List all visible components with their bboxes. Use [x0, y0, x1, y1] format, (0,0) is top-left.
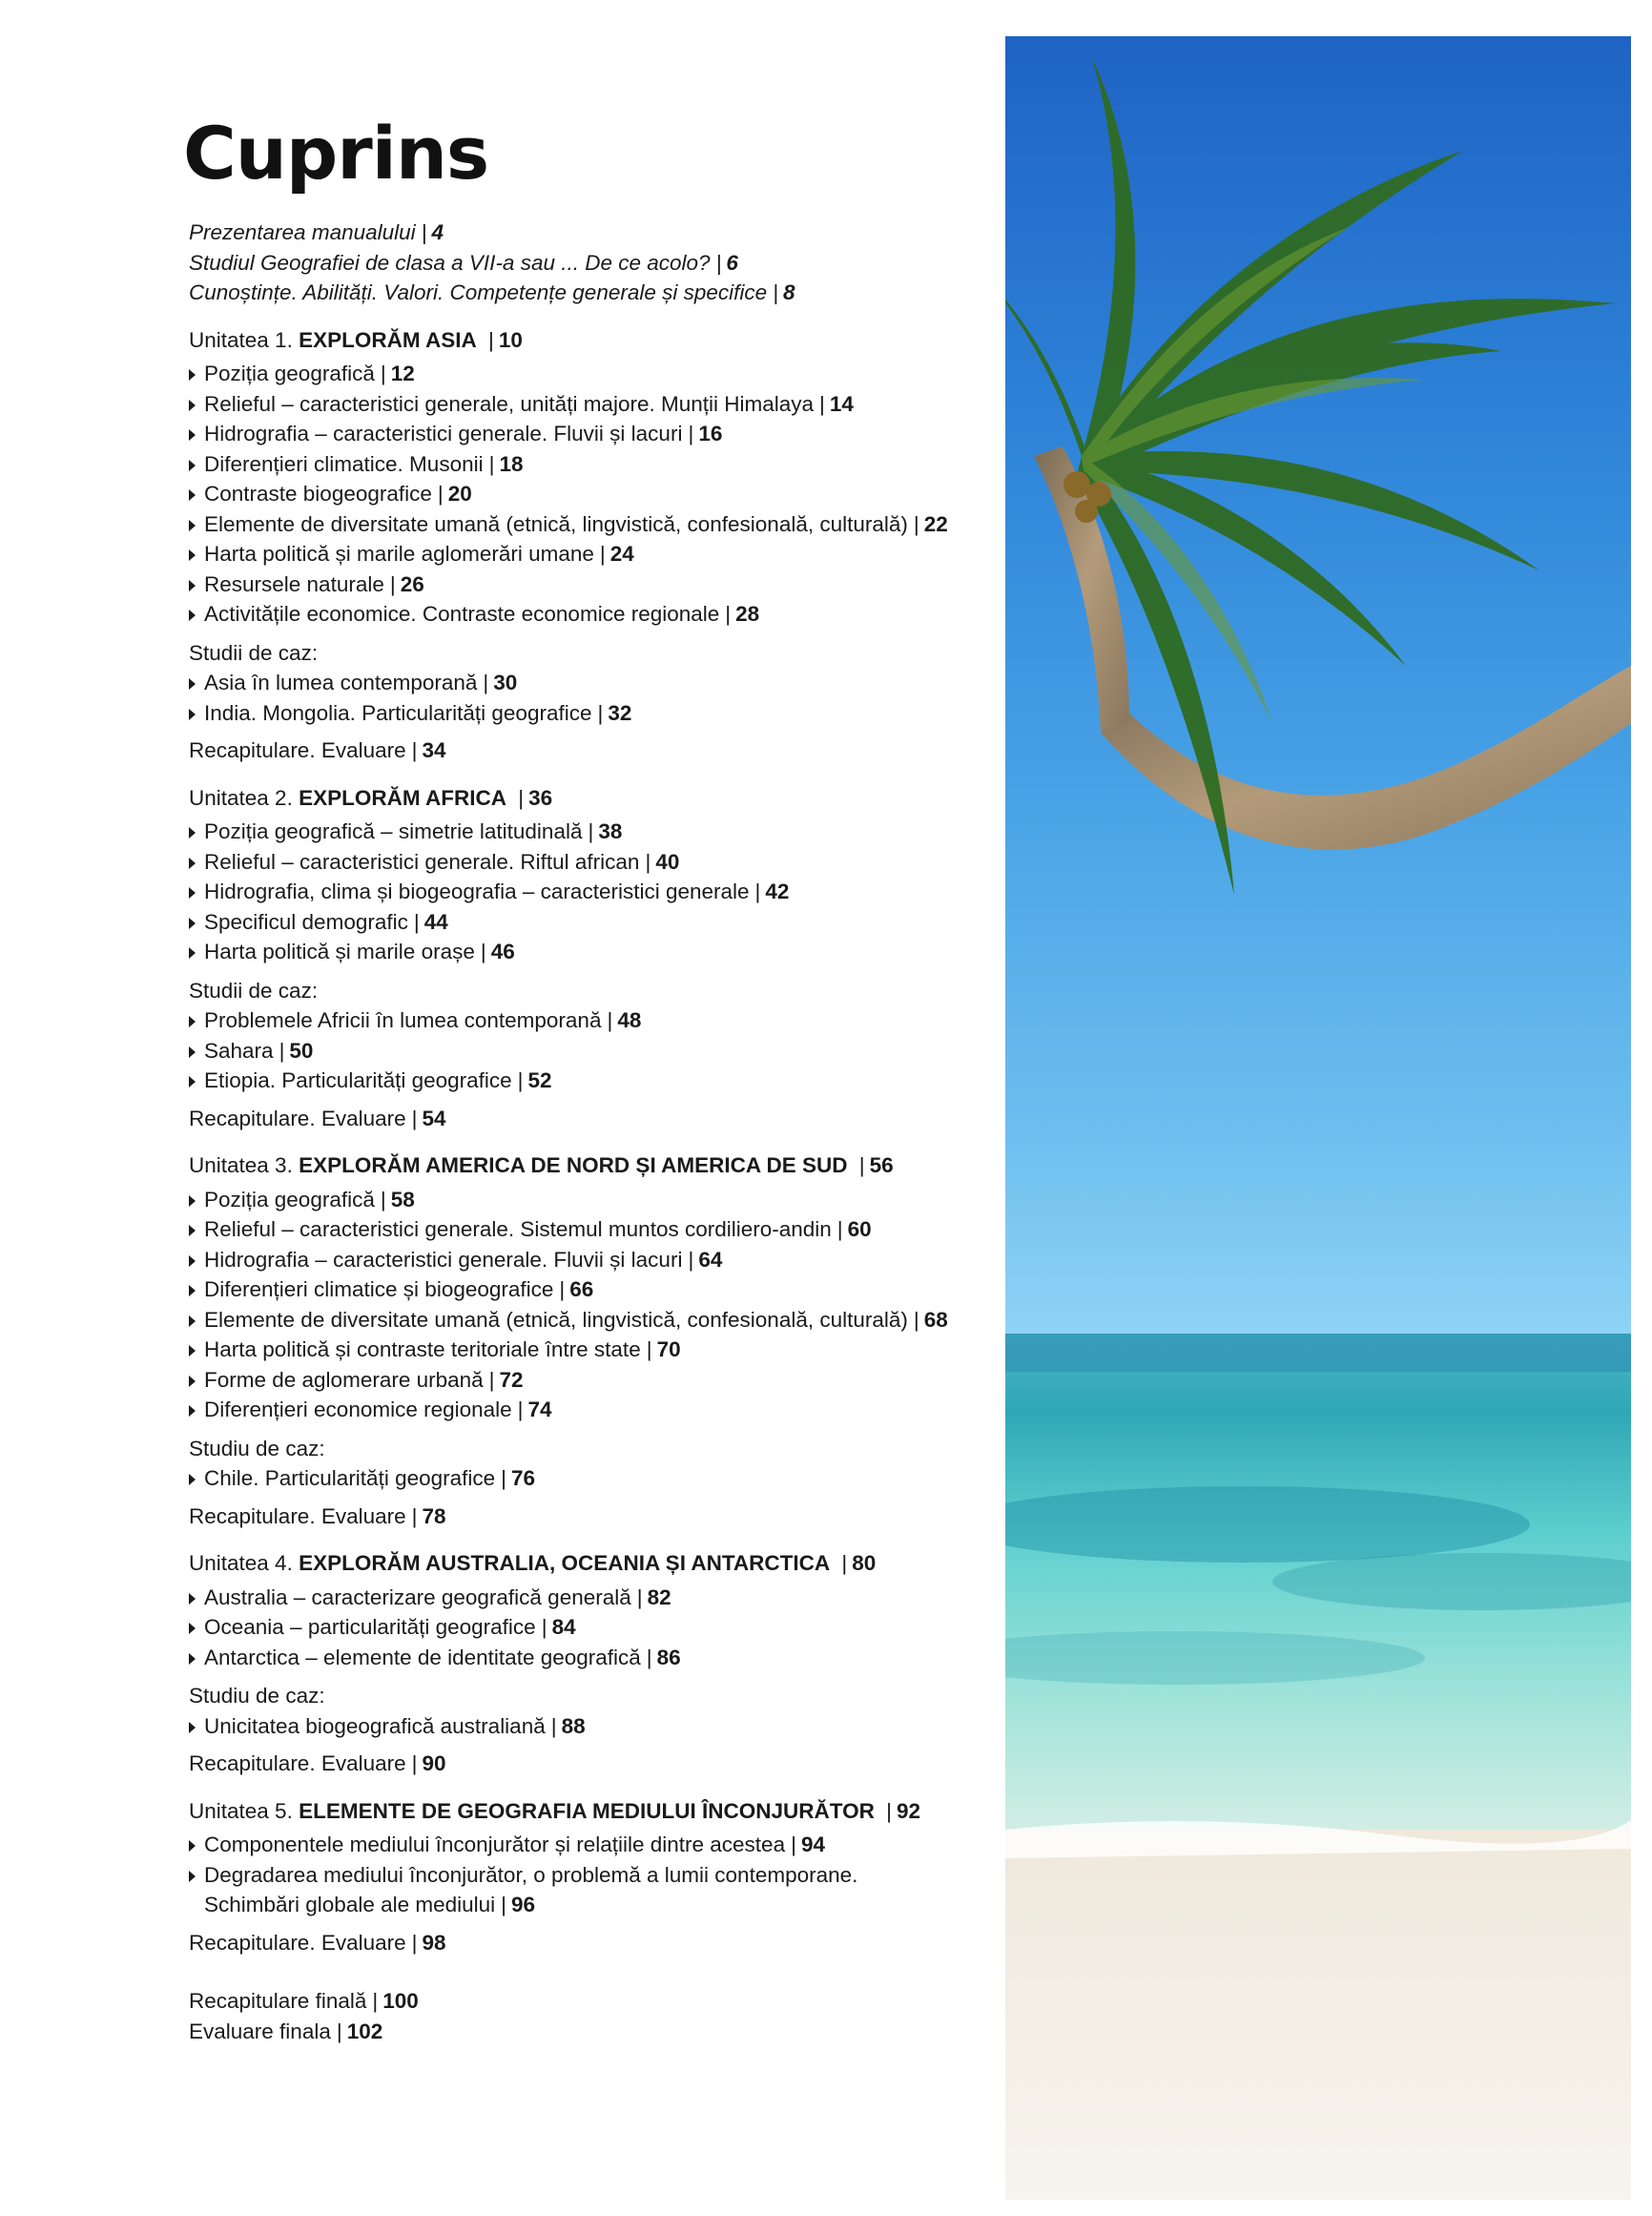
page-separator: | [488, 451, 495, 476]
page-number: 22 [923, 511, 948, 536]
entry-text: Asia în lumea contemporană [204, 671, 478, 694]
page-separator: | [411, 1930, 418, 1955]
page-separator: | [480, 940, 486, 963]
page-number: 92 [896, 1798, 921, 1823]
page-separator: | [421, 220, 427, 244]
arrow-bullet-icon [189, 1285, 196, 1296]
page-number: 28 [735, 602, 760, 626]
arrow-bullet-icon [189, 1840, 196, 1852]
toc-line[interactable] [189, 248, 990, 279]
page-number: 24 [609, 542, 634, 566]
arrow-bullet-icon [189, 1195, 196, 1207]
page-separator: | [646, 1337, 652, 1361]
arrow-bullet-icon [189, 1315, 196, 1327]
toc-entry-continued[interactable] [189, 1890, 990, 1920]
arrow-bullet-icon [189, 1225, 196, 1236]
unit-prefix: Unitatea 2. [189, 785, 293, 810]
page-separator: | [483, 671, 489, 694]
toc-entry[interactable] [189, 1066, 990, 1096]
page-separator: | [501, 1466, 507, 1490]
page-separator: | [380, 1187, 386, 1212]
page-number: 8 [783, 280, 795, 304]
toc-entry[interactable] [189, 817, 990, 847]
unit-section [189, 1796, 990, 1958]
toc-line[interactable] [189, 1501, 990, 1532]
arrow-bullet-icon [189, 1076, 196, 1087]
unit-heading[interactable] [189, 1548, 990, 1579]
page-number: 12 [390, 362, 415, 385]
page-separator: | [279, 1038, 285, 1063]
unit-prefix: Unitatea 1. [189, 327, 293, 352]
page-separator: | [607, 1008, 613, 1032]
page-separator: | [482, 327, 494, 352]
page-number: 96 [511, 1893, 536, 1916]
unit-section [189, 1548, 990, 1779]
page-separator: | [411, 1503, 418, 1528]
arrow-bullet-icon [189, 1871, 196, 1882]
entry-text: Etiopia. Particularități geografice [204, 1068, 512, 1092]
unit-prefix: Unitatea 4. [189, 1551, 293, 1575]
page-number: 86 [656, 1645, 681, 1669]
entry-text: Australia – caracterizare geografică generală [204, 1584, 631, 1609]
entry-text: Antarctica – elemente de identitate geografică [204, 1645, 641, 1669]
entry-text: Studiul Geografiei de clasa a VII-a sau ... De ce acolo? [189, 250, 711, 275]
entry-text: Poziția geografică [204, 1187, 375, 1212]
page-number: 4 [431, 220, 444, 244]
page-separator: | [836, 1551, 848, 1575]
unit-heading[interactable] [189, 325, 990, 356]
page-separator: | [645, 849, 651, 874]
page-number: 66 [569, 1277, 594, 1301]
entry-text: Componentele mediului înconjurător și relațiile dintre acestea [204, 1833, 786, 1856]
page-separator: | [559, 1277, 566, 1301]
page-number: 26 [400, 571, 424, 596]
page-separator: | [597, 700, 604, 725]
toc-entry[interactable] [189, 1711, 990, 1742]
unit-section [189, 325, 990, 766]
page-number: 76 [511, 1466, 536, 1490]
page-separator: | [688, 422, 694, 445]
entry-text: Resursele naturale [204, 571, 384, 596]
page-number: 90 [422, 1751, 446, 1775]
entry-text: Elemente de diversitate umană (etnică, lingvistică, confesională, culturală) [204, 511, 908, 536]
toc-line[interactable] [189, 278, 990, 308]
units-list [189, 325, 990, 1958]
toc-entry[interactable] [189, 877, 990, 907]
page-separator: | [336, 2019, 342, 2043]
arrow-bullet-icon [189, 1474, 196, 1485]
unit-prefix: Unitatea 3. [189, 1153, 293, 1177]
arrow-bullet-icon [189, 1405, 196, 1417]
intro-list [189, 217, 990, 308]
toc-entry[interactable] [189, 1612, 990, 1643]
arrow-bullet-icon [189, 460, 196, 471]
unit-section [189, 1150, 990, 1531]
page-number: 46 [490, 940, 515, 963]
toc-entry[interactable] [189, 1583, 990, 1613]
page-number: 56 [869, 1153, 894, 1177]
entry-text: Activitățile economice. Contraste economice regionale [204, 602, 720, 626]
toc-entry[interactable] [189, 1245, 990, 1275]
page-separator: | [512, 785, 525, 810]
page-separator: | [517, 1068, 524, 1092]
arrow-bullet-icon [189, 678, 196, 690]
unit-title: EXPLORĂM AMERICA DE NORD ȘI AMERICA DE SUD [299, 1153, 848, 1177]
page-separator: | [389, 571, 396, 596]
page-number: 60 [847, 1217, 872, 1241]
entry-text: Harta politică și marile orașe [204, 940, 475, 963]
entry-text: Forme de aglomerare urbană [204, 1367, 484, 1392]
page-number: 34 [422, 738, 446, 762]
page-number: 6 [726, 250, 738, 275]
arrow-bullet-icon [189, 1345, 196, 1357]
toc-line[interactable] [189, 217, 990, 248]
entry-text: India. Mongolia. Particularități geografice [204, 700, 592, 725]
entry-text: Poziția geografică – simetrie latitudinală [204, 819, 583, 843]
page-separator: | [380, 362, 386, 385]
entry-text: Specificul demografic [204, 909, 408, 934]
arrow-bullet-icon [189, 1623, 196, 1634]
arrow-bullet-icon [189, 1653, 196, 1665]
entry-text: Recapitulare. Evaluare [189, 1751, 406, 1775]
toc-line[interactable] [189, 735, 990, 766]
page-number: 48 [617, 1008, 642, 1032]
page-number: 84 [551, 1615, 576, 1639]
page-title: Cuprins [183, 111, 489, 196]
page-separator: | [437, 482, 444, 506]
page-number: 78 [422, 1503, 446, 1528]
page-number: 32 [608, 700, 632, 725]
final-list [189, 1986, 990, 2046]
toc-entry[interactable] [189, 1830, 990, 1860]
toc-line[interactable] [189, 1928, 990, 1958]
entry-text: Relieful – caracteristici generale. Sistemul muntos cordiliero-andin [204, 1217, 832, 1241]
page-number: 74 [527, 1398, 552, 1421]
entry-text: Recapitulare. Evaluare [189, 1503, 406, 1528]
toc-entry[interactable] [189, 1463, 990, 1494]
entry-text: Sahara [204, 1038, 274, 1063]
arrow-bullet-icon [189, 1376, 196, 1387]
page-number: 38 [598, 819, 623, 843]
entry-text: Relieful – caracteristici generale. Riftul african [204, 849, 640, 874]
entry-text: Diferențieri economice regionale [204, 1398, 512, 1421]
unit-heading[interactable] [189, 783, 990, 814]
entry-text: Diferențieri climatice și biogeografice [204, 1277, 554, 1301]
page-number: 42 [765, 880, 790, 903]
toc-entry[interactable] [189, 479, 990, 509]
page-separator: | [773, 280, 779, 304]
entry-text: Recapitulare. Evaluare [189, 1930, 406, 1955]
unit-prefix: Unitatea 5. [189, 1798, 293, 1823]
entry-text: Relieful – caracteristici generale, unități majore. Munții Himalaya [204, 391, 815, 416]
page-number: 68 [923, 1307, 948, 1332]
page-separator: | [646, 1645, 652, 1669]
page-separator: | [517, 1398, 524, 1421]
page-number: 14 [829, 391, 854, 416]
page-number: 102 [346, 2019, 383, 2043]
page-separator: | [754, 880, 761, 903]
page-number: 64 [698, 1247, 723, 1272]
unit-title: EXPLORĂM ASIA [299, 327, 477, 352]
entry-text: Recapitulare. Evaluare [189, 738, 406, 762]
entry-text: Diferențieri climatice. Musonii [204, 451, 484, 476]
page-number: 94 [800, 1833, 825, 1856]
page-number: 30 [493, 671, 518, 694]
toc-line[interactable] [189, 2017, 990, 2047]
page-separator: | [413, 909, 420, 934]
toc-entry[interactable] [189, 1214, 990, 1245]
toc-entry[interactable] [189, 449, 990, 480]
arrow-bullet-icon [189, 827, 196, 839]
case-study-label: Studii de caz: [189, 640, 319, 665]
toc-entry[interactable] [189, 698, 990, 729]
entry-text: Schimbări globale ale mediului [204, 1893, 496, 1916]
unit-title: EXPLORĂM AUSTRALIA, OCEANIA ȘI ANTARCTICA [299, 1551, 831, 1575]
arrow-bullet-icon [189, 858, 196, 869]
arrow-bullet-icon [189, 887, 196, 899]
arrow-bullet-icon [189, 580, 196, 591]
arrow-bullet-icon [189, 1046, 196, 1058]
page-separator: | [588, 819, 594, 843]
entry-text: Hidrografia, clima și biogeografia – caracteristici generale [204, 880, 750, 903]
page-separator: | [411, 738, 418, 762]
unit-title: EXPLORĂM AFRICA [299, 785, 507, 810]
case-study-label: Studii de caz: [189, 978, 319, 1003]
unit-heading[interactable] [189, 1796, 990, 1827]
page-separator: | [550, 1713, 557, 1738]
toc-entry[interactable] [189, 1036, 990, 1067]
toc-entry[interactable] [189, 1005, 990, 1036]
entry-text: Oceania – particularități geografice [204, 1615, 536, 1639]
toc-entry[interactable] [189, 907, 990, 938]
page-separator: | [853, 1153, 865, 1177]
page-number: 72 [499, 1367, 524, 1392]
page-number: 54 [422, 1106, 446, 1130]
arrow-bullet-icon [189, 947, 196, 959]
arrow-bullet-icon [189, 610, 196, 621]
entry-text: Cunoștințe. Abilități. Valori. Competențe generale și specifice [189, 280, 768, 304]
arrow-bullet-icon [189, 1255, 196, 1267]
page-number: 40 [655, 849, 680, 874]
arrow-bullet-icon [189, 918, 196, 929]
arrow-bullet-icon [189, 709, 196, 720]
page-number: 82 [647, 1584, 671, 1609]
unit-section [189, 783, 990, 1134]
arrow-bullet-icon [189, 520, 196, 531]
page-number: 50 [289, 1038, 314, 1063]
page-number: 18 [499, 451, 524, 476]
unit-title: ELEMENTE DE GEOGRAFIA MEDIULUI ÎNCONJURĂTOR [299, 1798, 875, 1823]
toc-entry[interactable] [189, 1305, 990, 1336]
toc-entry[interactable] [189, 1643, 990, 1673]
case-study-label: Studiu de caz: [189, 1436, 325, 1460]
arrow-bullet-icon [189, 429, 196, 441]
page-separator: | [488, 1367, 495, 1392]
toc-entry[interactable] [189, 419, 990, 449]
page-separator: | [501, 1893, 507, 1916]
page-separator: | [836, 1217, 843, 1241]
arrow-bullet-icon [189, 1722, 196, 1733]
table-of-contents [183, 111, 990, 2046]
toc-entry[interactable] [189, 389, 990, 420]
entry-text: Hidrografia – caracteristici generale. Fluvii și lacuri [204, 422, 683, 445]
arrow-bullet-icon [189, 400, 196, 411]
page-number: 58 [390, 1187, 415, 1212]
toc-entry[interactable] [189, 509, 990, 540]
page-number: 80 [852, 1551, 877, 1575]
page-number: 52 [527, 1068, 552, 1092]
entry-text: Recapitulare. Evaluare [189, 1106, 406, 1130]
page-separator: | [791, 1833, 796, 1856]
toc-entry[interactable] [189, 1185, 990, 1215]
entry-text: Contraste biogeografice [204, 482, 432, 506]
toc-entry[interactable] [189, 668, 990, 698]
entry-text: Unicitatea biogeografică australiană [204, 1713, 546, 1738]
page-number: 98 [422, 1930, 446, 1955]
page-number: 88 [561, 1713, 586, 1738]
entry-text: Hidrografia – caracteristici generale. Fluvii și lacuri [204, 1247, 683, 1272]
page-separator: | [411, 1751, 418, 1775]
page-separator: | [913, 511, 919, 536]
entry-text: Evaluare finala [189, 2019, 331, 2043]
toc-line[interactable] [189, 1749, 990, 1779]
arrow-bullet-icon [189, 1016, 196, 1027]
entry-text: Harta politică și contraste teritoriale între state [204, 1337, 641, 1361]
page-number: 20 [447, 482, 472, 506]
arrow-bullet-icon [189, 489, 196, 501]
toc-line[interactable] [189, 1104, 990, 1134]
toc-entry[interactable] [189, 1860, 990, 1891]
unit-heading[interactable] [189, 1150, 990, 1181]
toc-entry[interactable] [189, 847, 990, 878]
toc-entry[interactable] [189, 539, 990, 570]
entry-text: Harta politică și marile aglomerări umane [204, 542, 594, 566]
page-separator: | [913, 1307, 919, 1332]
page-separator: | [541, 1615, 547, 1639]
page-separator: | [411, 1106, 418, 1130]
page-separator: | [372, 1989, 379, 2013]
entry-text: Degradarea mediului înconjurător, o problemă a lumii contemporane. [204, 1862, 858, 1887]
toc-entry[interactable] [189, 1335, 990, 1365]
toc-entry[interactable] [189, 1395, 990, 1425]
entry-text: Prezentarea manualului [189, 220, 416, 244]
page-separator: | [599, 542, 606, 566]
case-study-label: Studiu de caz: [189, 1684, 325, 1708]
page-number: 16 [698, 422, 723, 445]
arrow-bullet-icon [189, 1593, 196, 1605]
page-separator: | [688, 1247, 694, 1272]
page-number: 36 [528, 785, 553, 810]
toc-entry[interactable] [189, 599, 990, 630]
page-number: 10 [498, 327, 523, 352]
arrow-bullet-icon [189, 549, 196, 561]
entry-text: Elemente de diversitate umană (etnică, lingvistică, confesională, culturală) [204, 1307, 908, 1332]
toc-entry[interactable] [189, 359, 990, 389]
entry-text: Chile. Particularități geografice [204, 1466, 496, 1490]
page-separator: | [879, 1798, 892, 1823]
entry-text: Problemele Africii în lumea contemporană [204, 1008, 602, 1032]
palm-beach-photo [1005, 36, 1631, 2200]
toc-line[interactable] [189, 1986, 990, 2017]
toc-entry[interactable] [189, 1274, 990, 1305]
toc-entry[interactable] [189, 1365, 990, 1396]
toc-entry[interactable] [189, 937, 990, 967]
entry-text: Recapitulare finală [189, 1989, 367, 2013]
page-separator: | [715, 250, 722, 275]
arrow-bullet-icon [189, 369, 196, 381]
page-number: 70 [656, 1337, 681, 1361]
page-separator: | [636, 1584, 643, 1609]
toc-entry[interactable] [189, 570, 990, 600]
page-number: 100 [382, 1989, 419, 2013]
page-separator: | [725, 602, 732, 626]
page-separator: | [819, 391, 825, 416]
page-number: 44 [423, 909, 448, 934]
entry-text: Poziția geografică [204, 362, 375, 385]
